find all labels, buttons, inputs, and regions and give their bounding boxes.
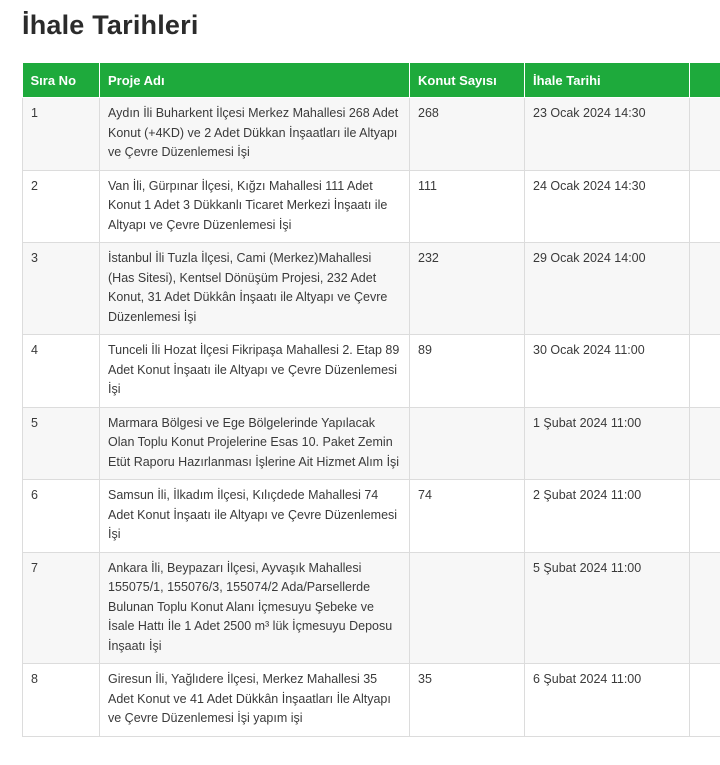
cell-proje-adi: Van İli, Gürpınar İlçesi, Kığzı Mahallesi 111 Adet Konut 1 Adet 3 Dükkanlı Ticaret Merkezi İnşaatı ile Altyapı ve Çevre Düzenlemesi İşi [100, 170, 410, 243]
tender-table-container [22, 63, 720, 737]
table-row [23, 552, 720, 664]
cell-extra [690, 335, 720, 408]
table-row [23, 243, 720, 335]
cell-konut-sayisi: 232 [410, 243, 525, 335]
table-row [23, 664, 720, 737]
table-row [23, 407, 720, 480]
table-header-row [23, 63, 720, 98]
cell-sira-no: 1 [23, 98, 100, 171]
cell-sira-no: 2 [23, 170, 100, 243]
header-extra [690, 63, 720, 98]
cell-konut-sayisi: 74 [410, 480, 525, 553]
cell-sira-no: 8 [23, 664, 100, 737]
cell-ihale-tarihi: 1 Şubat 2024 11:00 [525, 407, 690, 480]
cell-proje-adi: Tunceli İli Hozat İlçesi Fikripaşa Mahallesi 2. Etap 89 Adet Konut İnşaatı ile Altyapı ve Çevre Düzenlemesi İşi [100, 335, 410, 408]
cell-extra [690, 243, 720, 335]
page-title: İhale Tarihleri [22, 10, 199, 40]
cell-proje-adi: Giresun İli, Yağlıdere İlçesi, Merkez Mahallesi 35 Adet Konut ve 41 Adet Dükkân İnşaatları İle Altyapı ve Çevre Düzenlemesi İşi yapım işi [100, 664, 410, 737]
cell-ihale-tarihi: 24 Ocak 2024 14:30 [525, 170, 690, 243]
header-konut-sayisi: Konut Sayısı [410, 63, 525, 98]
cell-proje-adi: İstanbul İli Tuzla İlçesi, Cami (Merkez)Mahallesi (Has Sitesi), Kentsel Dönüşüm Projesi, 232 Adet Konut, 31 Adet Dükkân İnşaatı ile Altyapı ve Çevre Düzenlemesi İşi [100, 243, 410, 335]
table-row [23, 170, 720, 243]
header-proje-adi: Proje Adı [100, 63, 410, 98]
cell-konut-sayisi: 268 [410, 98, 525, 171]
cell-ihale-tarihi: 6 Şubat 2024 11:00 [525, 664, 690, 737]
cell-ihale-tarihi: 5 Şubat 2024 11:00 [525, 552, 690, 664]
cell-proje-adi: Aydın İli Buharkent İlçesi Merkez Mahallesi 268 Adet Konut (+4KD) ve 2 Adet Dükkan İnşaatları ile Altyapı ve Çevre Düzenlemesi İşi [100, 98, 410, 171]
cell-extra [690, 407, 720, 480]
cell-konut-sayisi: 35 [410, 664, 525, 737]
tender-dates-table [22, 63, 720, 737]
cell-sira-no: 7 [23, 552, 100, 664]
cell-ihale-tarihi: 30 Ocak 2024 11:00 [525, 335, 690, 408]
header-sira-no: Sıra No [23, 63, 100, 98]
cell-sira-no: 5 [23, 407, 100, 480]
cell-proje-adi: Samsun İli, İlkadım İlçesi, Kılıçdede Mahallesi 74 Adet Konut İnşaatı ile Altyapı ve Çevre Düzenlemesi İşi [100, 480, 410, 553]
cell-sira-no: 6 [23, 480, 100, 553]
table-row [23, 480, 720, 553]
cell-extra [690, 480, 720, 553]
cell-konut-sayisi [410, 552, 525, 664]
cell-proje-adi: Ankara İli, Beypazarı İlçesi, Ayvaşık Mahallesi 155075/1, 155076/3, 155074/2 Ada/Parsellerde Bulunan Toplu Konut Alanı İçmesuyu Şebeke ve İsale Hattı İle 1 Adet 2500 m³ lük İçmesuyu Deposu İnşaatı İşi [100, 552, 410, 664]
cell-sira-no: 4 [23, 335, 100, 408]
table-row [23, 335, 720, 408]
cell-extra [690, 664, 720, 737]
header-ihale-tarihi: İhale Tarihi [525, 63, 690, 98]
cell-ihale-tarihi: 29 Ocak 2024 14:00 [525, 243, 690, 335]
table-row [23, 98, 720, 171]
cell-extra [690, 170, 720, 243]
cell-ihale-tarihi: 2 Şubat 2024 11:00 [525, 480, 690, 553]
cell-konut-sayisi: 89 [410, 335, 525, 408]
cell-extra [690, 552, 720, 664]
cell-extra [690, 98, 720, 171]
cell-proje-adi: Marmara Bölgesi ve Ege Bölgelerinde Yapılacak Olan Toplu Konut Projelerine Esas 10. Paket Zemin Etüt Raporu Hazırlanması İşlerine Ait Hizmet Alım İşi [100, 407, 410, 480]
cell-konut-sayisi [410, 407, 525, 480]
cell-ihale-tarihi: 23 Ocak 2024 14:30 [525, 98, 690, 171]
cell-sira-no: 3 [23, 243, 100, 335]
cell-konut-sayisi: 111 [410, 170, 525, 243]
